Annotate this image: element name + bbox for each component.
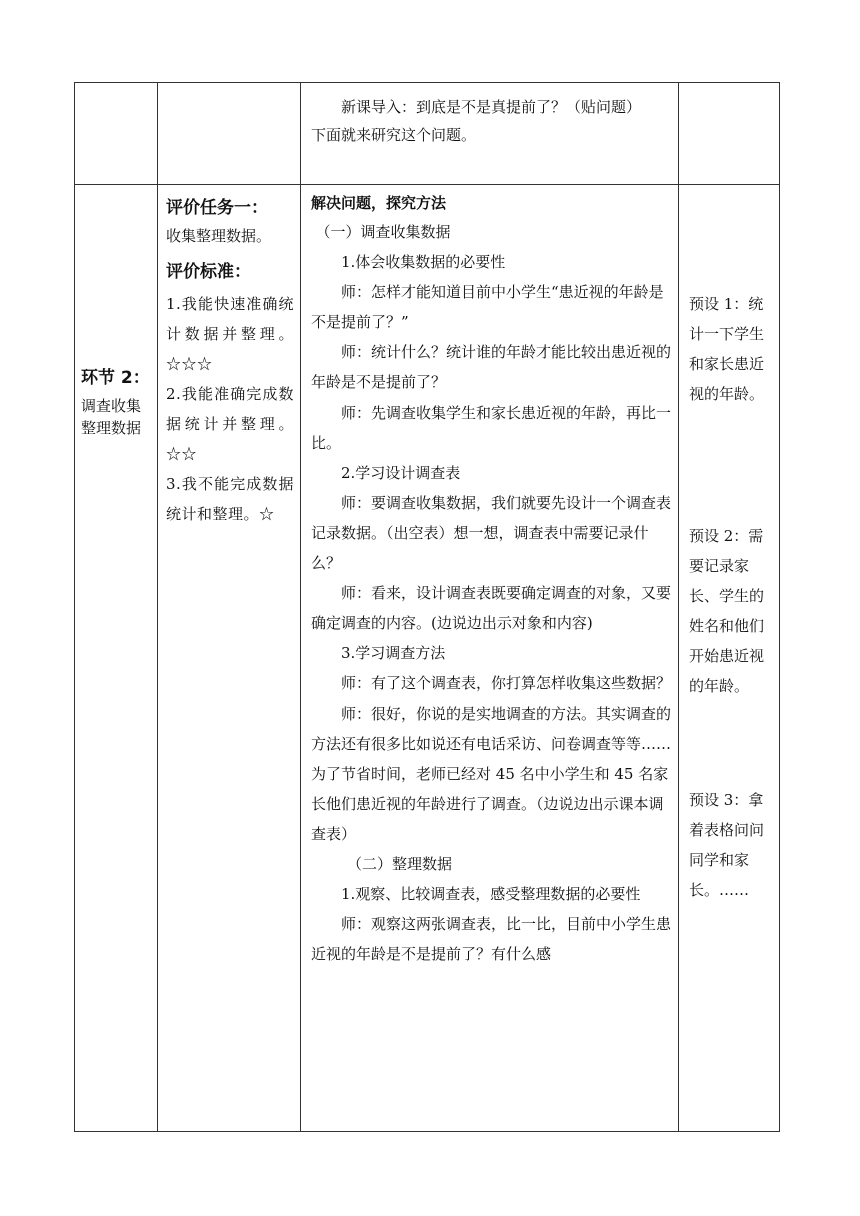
- main-line: 师：有了这个调查表，你打算怎样收集这些数据？: [341, 674, 672, 693]
- eval-criterion-1: 1.我能快速准确统计数据并整理。☆☆☆: [166, 295, 294, 373]
- main-line: 师：统计什么？统计谁的年龄才能比较出患近视的年龄是不是提前了？: [311, 343, 672, 392]
- intro-line: 新课导入：到底是不是真提前了？（贴问题）: [341, 98, 642, 116]
- main-line: 师：很好，你说的是实地调查的方法。其实调查的方法还有很多比如说还有电话采访、问卷调查等等……为了节省时间，老师已经对 45 名中小学生和 45 名家长他们患近视的年龄进行了调查。（边说边出示课本调查表）: [311, 704, 672, 843]
- cell-preset-empty: [679, 83, 780, 185]
- main-line: 师：看来，设计调查表既要确定调查的对象，又要确定调查的内容。(边说边出示对象和内容): [311, 584, 672, 633]
- main-line: 师：先调查收集学生和家长患近视的年龄，再比一比。: [311, 403, 672, 452]
- preset-2: 预设 2：需要记录家长、学生的姓名和他们开始患近视的年龄。: [689, 527, 765, 695]
- cell-stage-empty: [75, 83, 158, 185]
- cell-eval-empty: [158, 83, 301, 185]
- table-row-intro: [75, 83, 780, 185]
- main-heading: 解决问题，探究方法: [311, 194, 447, 212]
- intro-line: 下面就来研究这个问题。: [311, 126, 477, 144]
- lesson-plan-table: [74, 82, 780, 1132]
- main-line: 师：观察这两张调查表，比一比，目前中小学生患近视的年龄是不是提前了？有什么感: [311, 915, 672, 964]
- eval-task-text: 收集整理数据。: [166, 227, 272, 245]
- cell-main-content: [301, 185, 679, 1132]
- main-line: 1.体会收集数据的必要性: [341, 253, 506, 272]
- eval-task-heading: 评价任务一：: [166, 198, 268, 218]
- eval-criteria-heading: 评价标准：: [166, 262, 251, 282]
- main-line: 师：怎样才能知道目前中小学生“患近视的年龄是不是提前了？”: [311, 283, 664, 332]
- main-line: （一）调查收集数据: [315, 223, 451, 241]
- preset-1: 预设 1：统计一下学生和家长患近视的年龄。: [689, 295, 765, 403]
- main-line: 师：要调查收集数据，我们就要先设计一个调查表记录数据。（出空表）想一想，调查表中需要记录什么？: [311, 493, 672, 573]
- main-line: 3.学习调查方法: [341, 644, 446, 663]
- cell-stage: [75, 185, 158, 1132]
- main-line: 2.学习设计调查表: [341, 463, 461, 482]
- table-row-stage-2: [75, 185, 780, 1132]
- preset-3: 预设 3：拿着表格问问同学和家长。……: [689, 791, 765, 899]
- main-line: 1.观察、比较调查表，感受整理数据的必要性: [341, 885, 641, 904]
- cell-evaluation: [158, 185, 301, 1132]
- cell-presets: [679, 185, 780, 1132]
- stage-name: 调查收集整理数据: [81, 397, 142, 437]
- main-line: （二）整理数据: [347, 854, 453, 873]
- cell-intro-content: [301, 83, 679, 185]
- eval-criterion-2: 2.我能准确完成数据统计并整理。☆☆: [166, 385, 294, 463]
- stage-title: 环节 2：: [81, 368, 150, 388]
- eval-criterion-3: 3.我不能完成数据统计和整理。☆: [166, 475, 294, 523]
